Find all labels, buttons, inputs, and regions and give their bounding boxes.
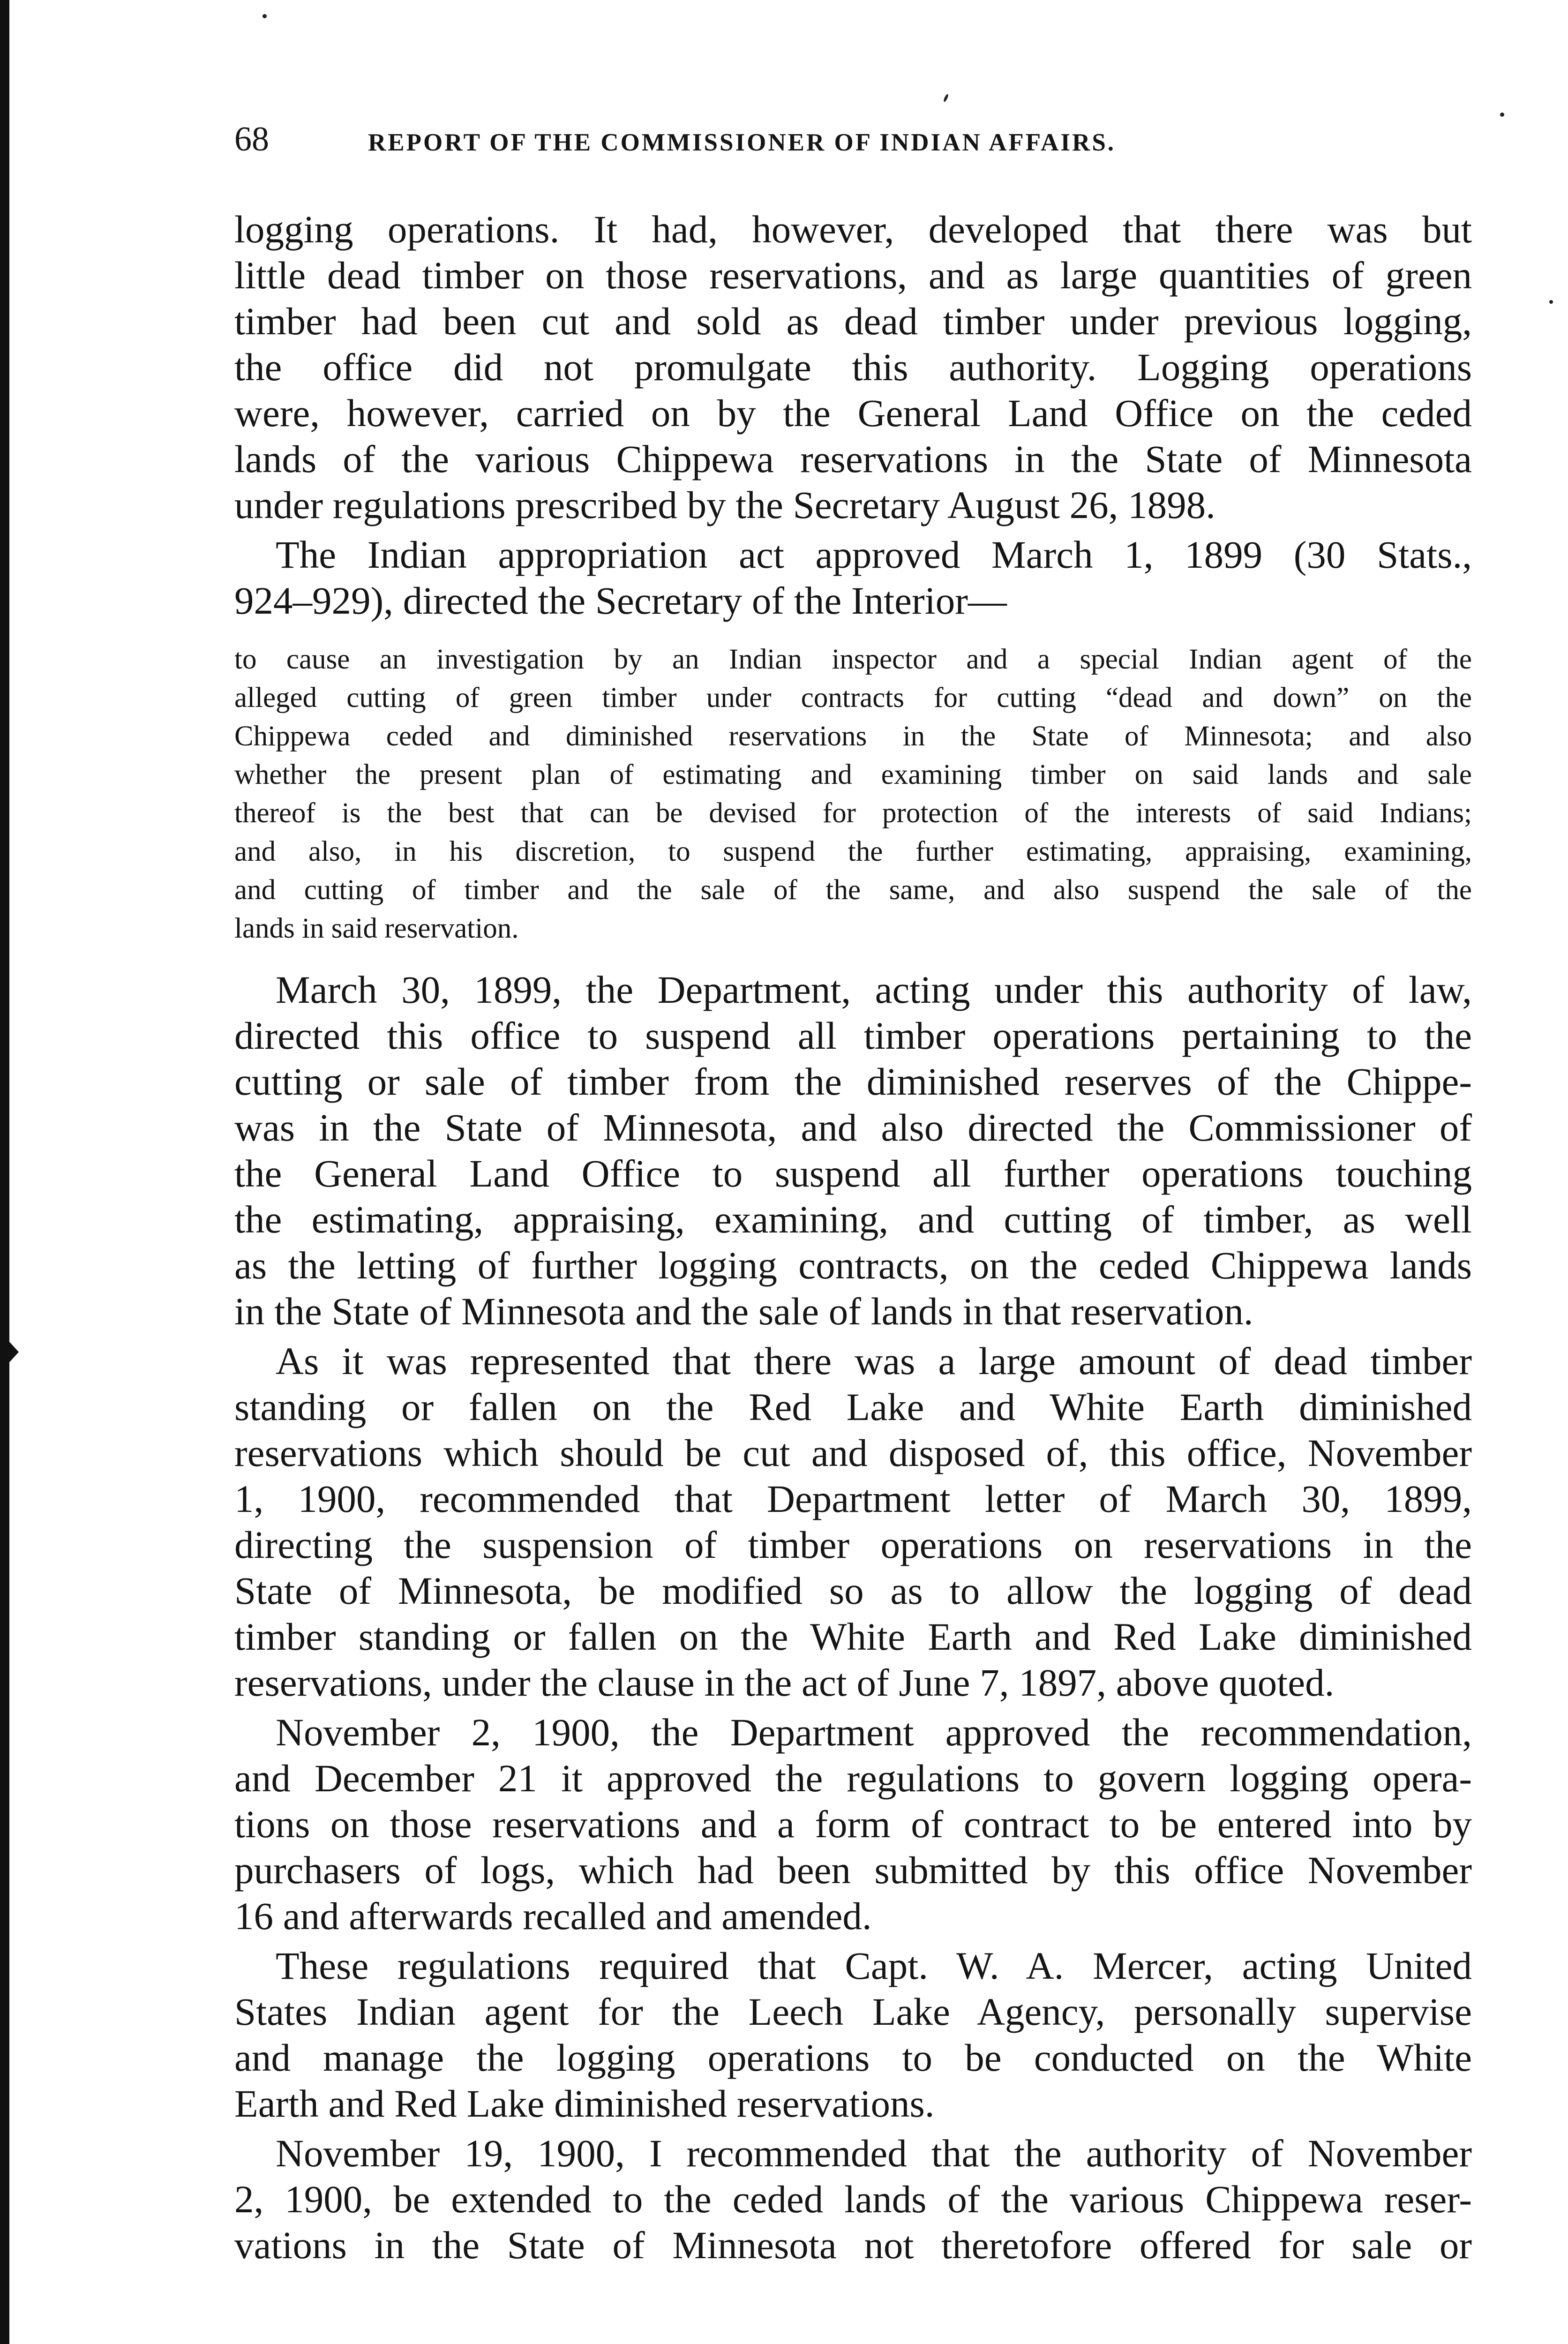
quote-line: lands in said reservation. (234, 913, 519, 944)
text-line: timber had been cut and sold as dead timber under previous logging, (234, 300, 1472, 343)
text-line: in the State of Minnesota and the sale of lands in that reservation. (234, 1290, 1253, 1333)
text-line: lands of the various Chippewa reservations in the State of Minnesota (234, 437, 1472, 481)
text-line: November 2, 1900, the Department approved the recommendation, (276, 1711, 1472, 1754)
text-line: directed this office to suspend all timber operations pertaining to the (234, 1014, 1472, 1057)
scan-edge-left (0, 0, 9, 2344)
paragraph (234, 1338, 1472, 1705)
text-line: 2, 1900, be extended to the ceded lands of the various Chippewa reser- (234, 2178, 1472, 2221)
text-line: These regulations required that Capt. W. A. Mercer, acting United (276, 1944, 1472, 1987)
text-line: the estimating, appraising, examining, and cutting of timber, as well (234, 1198, 1472, 1241)
paragraph (234, 1943, 1472, 2126)
text-line: under regulations prescribed by the Secretary August 26, 1898. (234, 483, 1215, 526)
text-line: little dead timber on those reservations, and as large quantities of green (234, 254, 1472, 297)
quote-line: to cause an investigation by an Indian inspector and a special Indian agent of the (234, 644, 1472, 675)
text-line: purchasers of logs, which had been submitted by this office November (234, 1848, 1472, 1892)
text-line: 16 and afterwards recalled and amended. (234, 1894, 872, 1938)
text-line: tions on those reservations and a form of contract to be entered into by (234, 1803, 1472, 1846)
quote-line: whether the present plan of estimating and examining timber on said lands and sale (234, 759, 1472, 790)
scan-speck (263, 14, 267, 18)
text-line: November 19, 1900, I recommended that the authority of November (276, 2132, 1472, 2175)
quote-line: thereof is the best that can be devised for protection of the interests of said Indians; (234, 797, 1472, 829)
quote-line: alleged cutting of green timber under contracts for cutting “dead and down” on the (234, 682, 1472, 714)
page-number: 68 (234, 120, 269, 158)
body-text (234, 206, 1472, 2268)
text-line: timber standing or fallen on the White Earth and Red Lake diminished (234, 1615, 1472, 1658)
scan-speck (943, 94, 949, 103)
text-line: was in the State of Minnesota, and also directed the Commissioner of (234, 1106, 1472, 1149)
text-line: the office did not promulgate this authority. Logging operations (234, 346, 1472, 389)
paragraph (234, 2130, 1472, 2268)
document-page (234, 120, 1472, 2272)
text-line: reservations, under the clause in the act of June 7, 1897, above quoted. (234, 1661, 1335, 1704)
block-quote (234, 640, 1472, 948)
paragraph (234, 206, 1472, 528)
running-head (234, 120, 1472, 171)
paragraph (234, 1709, 1472, 1939)
text-line: 924–929), directed the Secretary of the Interior— (234, 579, 1007, 622)
text-line: as the letting of further logging contracts, on the ceded Chippewa lands (234, 1244, 1472, 1287)
text-line: the General Land Office to suspend all further operations touching (234, 1152, 1472, 1195)
scan-edge-notch (8, 1341, 19, 1363)
quote-line: and also, in his discretion, to suspend the further estimating, appraising, examining, (234, 836, 1472, 867)
text-line: March 30, 1899, the Department, acting under this authority of law, (276, 968, 1472, 1011)
quote-line: Chippewa ceded and diminished reservations in the State of Minnesota; and also (234, 721, 1472, 752)
text-line: standing or fallen on the Red Lake and White Earth diminished (234, 1385, 1472, 1428)
text-line: The Indian appropriation act approved March 1, 1899 (30 Stats., (276, 533, 1472, 576)
text-line: directing the suspension of timber operations on reservations in the (234, 1523, 1472, 1566)
paragraph (234, 532, 1472, 624)
text-line: logging operations. It had, however, developed that there was but (234, 208, 1472, 251)
running-head-title: REPORT OF THE COMMISSIONER OF INDIAN AFFAIRS. (368, 129, 1116, 156)
scan-speck (1549, 300, 1553, 304)
text-line: and December 21 it approved the regulations to govern logging opera- (234, 1757, 1472, 1800)
text-line: 1, 1900, recommended that Department letter of March 30, 1899, (234, 1477, 1472, 1520)
text-line: States Indian agent for the Leech Lake Agency, personally supervise (234, 1990, 1472, 2033)
quote-line: and cutting of timber and the sale of the same, and also suspend the sale of the (234, 874, 1472, 906)
text-line: State of Minnesota, be modified so as to allow the logging of dead (234, 1569, 1472, 1612)
text-line: were, however, carried on by the General Land Office on the ceded (234, 391, 1472, 435)
text-line: cutting or sale of timber from the diminished reserves of the Chippe- (234, 1060, 1472, 1103)
paragraph (234, 967, 1472, 1334)
text-line: reservations which should be cut and disposed of, this office, November (234, 1431, 1472, 1474)
text-line: and manage the logging operations to be conducted on the White (234, 2036, 1472, 2079)
text-line: As it was represented that there was a large amount of dead timber (276, 1339, 1472, 1382)
text-line: vations in the State of Minnesota not theretofore offered for sale or (234, 2224, 1472, 2267)
scan-speck (1500, 113, 1504, 117)
text-line: Earth and Red Lake diminished reservations. (234, 2082, 935, 2125)
